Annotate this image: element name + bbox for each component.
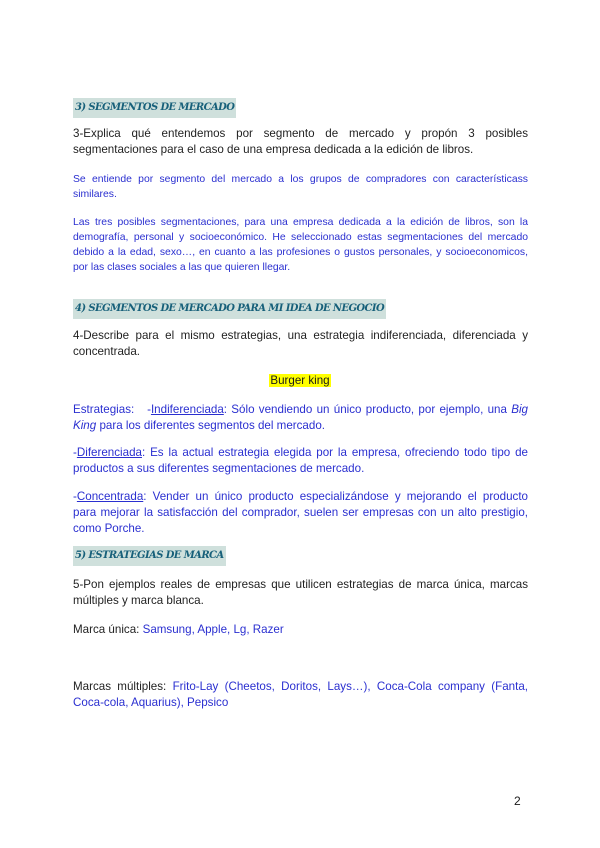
concentrada-prefix: - [73,490,77,503]
marca-unica-line [73,622,528,638]
section-5-question: 5-Pon ejemplos reales de empresas que utilicen estrategias de marca única, marcas múltiples y marca blanca. [73,578,528,607]
section-5-heading: 5) ESTRATEGIAS DE MARCA [73,546,226,566]
diferenciada-label: Diferenciada [76,446,142,459]
marca-unica-value: Samsung, Apple, Lg, Razer [142,623,284,636]
estrategias-label: Estrategias: [73,403,135,416]
marcas-multiples-line [73,679,528,711]
marca-unica-label: Marca única: [73,623,143,636]
indiferenciada-product: Big King [73,403,528,432]
section-3-heading: 3) SEGMENTOS DE MERCADO [73,98,236,118]
indiferenciada-text-a: : Sólo vendiendo un único producto, por ejemplo, una [223,403,512,416]
highlight-burger-king: Burger king [270,374,330,387]
strategy-indiferenciada: Estrategias: -Indiferenciada: Sólo vendiendo un único producto, por ejemplo, una Big King para los diferentes segmentos del mercado. [73,403,528,432]
section-4-question: 4-Describe para el mismo estrategias, una estrategia indiferenciada, diferenciada y concentrada. [73,329,528,358]
section-3-answer-segmentations: Las tres posibles segmentaciones, para una empresa dedicada a la edición de libros, son la demografía, personal y socioeconómico. He seleccionado estas segmentaciones del mercado debido a la edad, sexo…, en cuanto a las profesiones o gustos personales, y socioeconomicos, por las clases sociales a las que quieren llegar. [73,217,528,273]
indiferenciada-text-b: para los diferentes segmentos del mercado. [96,419,325,432]
concentrada-label: Concentrada [76,490,144,503]
indiferenciada-label: Indiferenciada [150,403,224,416]
section-3-question: 3-Explica qué entendemos por segmento de mercado y propón 3 posibles segmentaciones para el caso de una empresa dedicada a la edición de libros. [73,127,528,156]
marcas-multiples-label: Marcas múltiples: [73,680,173,693]
section-4-heading: 4) SEGMENTOS DE MERCADO PARA MI IDEA DE NEGOCIO [73,299,386,319]
diferenciada-prefix: - [73,446,77,459]
highlighted-company [0,373,600,389]
marcas-multiples-value: Frito-Lay (Cheetos, Doritos, Lays…), Coca-Cola company (Fanta, Coca-cola, Aquarius), Pepsico [73,680,529,709]
section-3-answer-definition: Se entiende por segmento del mercado a los grupos de compradores con característicass similares. [73,174,528,200]
page-number: 2 [514,794,521,808]
concentrada-text: : Vender un único producto especializándose y mejorando el producto para mejorar la satisfacción del comprador, suelen ser empresas con un alto prestigio, como Porche. [73,490,528,535]
strategy-diferenciada [73,445,528,477]
diferenciada-text: : Es la actual estrategia elegida por la empresa, ofreciendo todo tipo de productos a sus diferentes segmentaciones de mercado. [73,446,528,475]
strategy-concentrada [73,489,528,537]
